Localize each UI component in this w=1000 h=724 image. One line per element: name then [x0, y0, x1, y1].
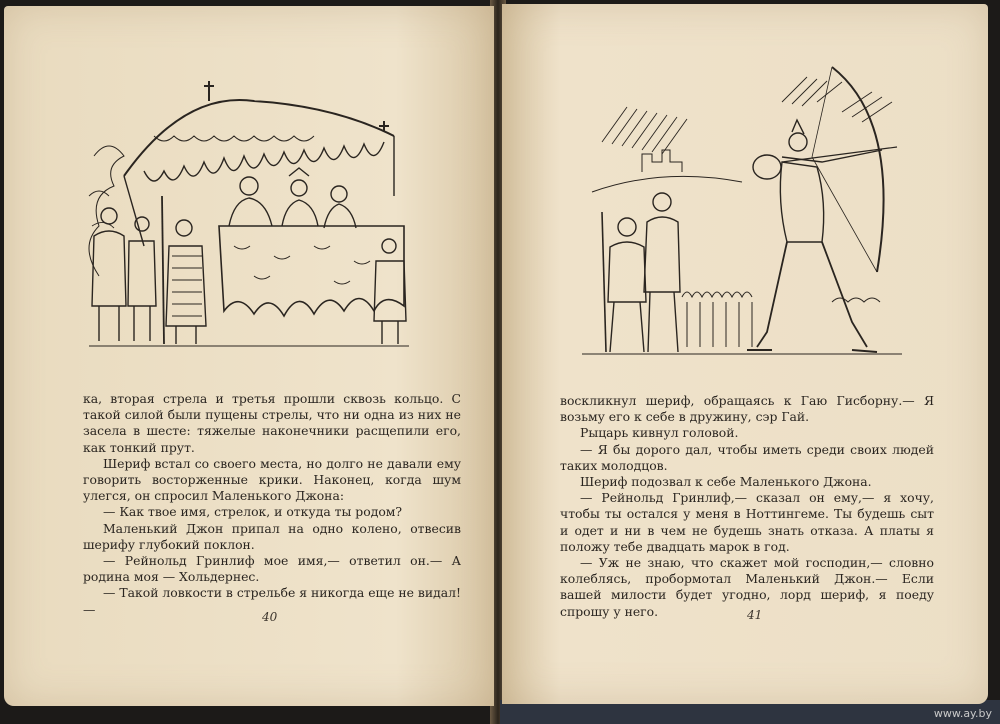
paragraph: — Уж не знаю, что скажет мой господин,— словно колеблясь, пробормотал Маленький Джон.— Если вашей милости будет угодно, лорд шериф, я поеду спрошу у него.: [560, 555, 934, 619]
paragraph: — Я бы дорого дал, чтобы иметь среди своих людей таких молодцов.: [560, 441, 934, 473]
paragraph: — Такой ловкости в стрельбе я никогда еще не видал! —: [83, 585, 461, 617]
illustration-sheriff-pavilion: [84, 76, 414, 351]
paragraph: Шериф встал со своего места, но долго не давали ему говорить восторженные крики. Наконец, когда шум улегся, он спросил Маленького Джона:: [83, 455, 461, 504]
illustration-archer: [582, 62, 912, 362]
watermark-text: www.ay.by: [933, 707, 992, 720]
left-page-text: [83, 391, 461, 618]
page-number-right: 41: [747, 608, 763, 622]
paragraph: — Рейнольд Гринлиф,— сказал он ему,— я хочу, чтобы ты остался у меня в Ноттингеме. Ты будешь сыт и одет и ни в чем не будешь знать отказа. А платы я положу тебе двадцать марок в год.: [560, 490, 934, 554]
left-page: [4, 6, 494, 706]
paragraph: Шериф подозвал к себе Маленького Джона.: [580, 474, 872, 490]
paragraph: воскликнул шериф, обращаясь к Гаю Гисборну.— Я возьму его к себе в дружину, сэр Гай.: [560, 393, 934, 425]
paragraph: Рыцарь кивнул головой.: [580, 425, 739, 441]
paragraph: ка, вторая стрела и третья прошли сквозь кольцо. С такой силой были пущены стрелы, что ни одна из них не засела в шесте: тяжелые наконечники расщепили его, как тонкий прут.: [83, 391, 461, 455]
paragraph: Маленький Джон припал на одно колено, отвесив шерифу глубокий поклон.: [83, 520, 461, 552]
paragraph: — Как твое имя, стрелок, и откуда ты родом?: [103, 504, 403, 520]
page-number-left: 40: [262, 610, 278, 624]
right-page-text: [560, 393, 934, 620]
right-page: [502, 4, 988, 704]
paragraph: — Рейнольд Гринлиф мое имя,— ответил он.— А родина моя — Хольдернес.: [83, 553, 461, 585]
